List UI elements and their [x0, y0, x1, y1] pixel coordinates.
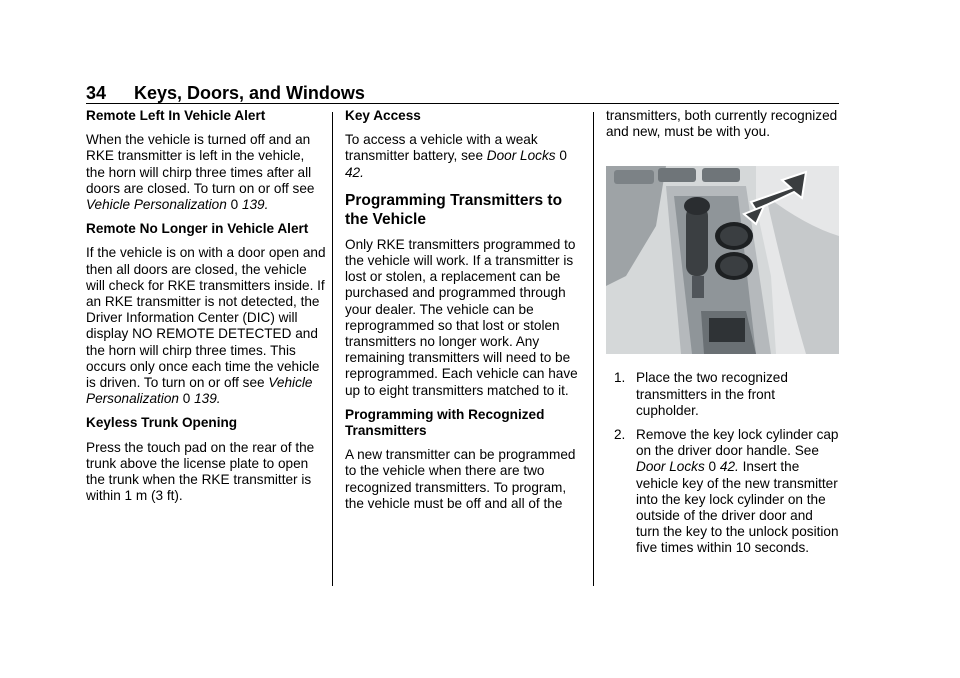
- heading-programming-recognized: Programming with Recognized Transmitters: [345, 406, 545, 439]
- page-header: [86, 82, 365, 104]
- cupholder-arrow-illustration: [606, 166, 839, 354]
- cross-reference[interactable]: Door Locks 0 42.: [345, 148, 567, 180]
- reference-title: Vehicle Personalization: [86, 375, 313, 407]
- reference-title: Door Locks: [636, 459, 705, 475]
- paragraph-programming-recognized: A new transmitter can be programmed to the vehicle when there are two recognized transmitters. To program, the vehicle must be off and all of the: [345, 447, 576, 511]
- reference-page: 42: [719, 459, 736, 475]
- page-ref-icon: 0: [230, 197, 239, 213]
- paragraph-text: When the vehicle is turned off and an RKE transmitter is left in the vehicle, the horn will chirp three times after all doors are closed. To turn on or off see: [86, 132, 315, 196]
- column-2: [345, 108, 581, 520]
- heading-key-access: Key Access: [345, 108, 421, 123]
- section-title-programming: Programming Transmitters to the Vehicle: [345, 191, 563, 228]
- list-item: [606, 370, 840, 419]
- paragraph-programming: Only RKE transmitters programmed to the vehicle will work. If a transmitter is lost or stolen, a replacement can be purchased and programmed through your dealer. The vehicle can be reprogrammed so that lost or stolen transmitters no longer work. Any remaining transmitters will need to be reprogrammed. Each vehicle can have up to eight transmitters matched to it.: [345, 236, 578, 398]
- paragraph-remote-no-longer: [86, 245, 326, 407]
- cross-reference[interactable]: Door Locks 0 42.: [636, 459, 739, 475]
- header-rule: [86, 103, 839, 104]
- step-number: 2.: [614, 427, 626, 443]
- column-divider-1: [332, 112, 333, 586]
- paragraph-key-access: [345, 132, 581, 181]
- cross-reference[interactable]: Vehicle Personalization 0 139.: [86, 197, 269, 213]
- column-1: [86, 108, 326, 512]
- paragraph-keyless-trunk: Press the touch pad on the rear of the trunk above the license plate to open the trunk when the RKE transmitter is within 1 m (3 ft).: [86, 439, 315, 504]
- paragraph-continued: transmitters, both currently recognized and new, must be with you.: [606, 108, 838, 140]
- heading-keyless-trunk: Keyless Trunk Opening: [86, 415, 238, 431]
- page-ref-icon: 0: [182, 391, 191, 407]
- reference-page: 139: [241, 197, 265, 213]
- cupholder-illustration: [606, 166, 839, 354]
- column-3: [606, 108, 840, 565]
- step-text: Insert the vehicle key of the new transmitter into the key lock cylinder on the outside of the driver door and turn the key to the unlock position five times within 10 seconds.: [636, 459, 839, 556]
- reference-page: 139: [194, 391, 217, 407]
- paragraph-text: To access a vehicle with a weak transmitter battery, see: [345, 132, 538, 164]
- heading-remote-left: Remote Left In Vehicle Alert: [86, 108, 266, 123]
- list-item: [606, 427, 840, 557]
- reference-page: 42: [345, 164, 361, 180]
- reference-title: Door Locks: [486, 148, 556, 164]
- step-text: Remove the key lock cylinder cap on the driver door handle. See: [636, 427, 839, 459]
- paragraph-text: If the vehicle is on with a door open and then all doors are closed, the vehicle will check for RKE transmitters inside. If an RKE transmitter is not detected, the Driver Information Center (DIC) will display NO REMOTE DETECTED and the horn will chirp three times. This occurs only once each time the vehicle is driven. To turn on or off see: [86, 245, 326, 391]
- step-number: 1.: [614, 370, 626, 386]
- heading-remote-no-longer: Remote No Longer in Vehicle Alert: [86, 221, 309, 237]
- paragraph-remote-left: [86, 132, 326, 213]
- steps-list: [606, 370, 840, 556]
- page-ref-icon: 0: [559, 148, 567, 164]
- reference-title: Vehicle Personalization: [86, 197, 227, 213]
- page-ref-icon: 0: [708, 459, 717, 475]
- column-divider-2: [593, 112, 594, 586]
- cross-reference[interactable]: Vehicle Personalization 0 139.: [86, 375, 313, 407]
- chapter-title: Keys, Doors, and Windows: [134, 83, 365, 103]
- step-text: Place the two recognized transmitters in the front cupholder.: [636, 370, 788, 418]
- page-number: 34: [86, 83, 107, 103]
